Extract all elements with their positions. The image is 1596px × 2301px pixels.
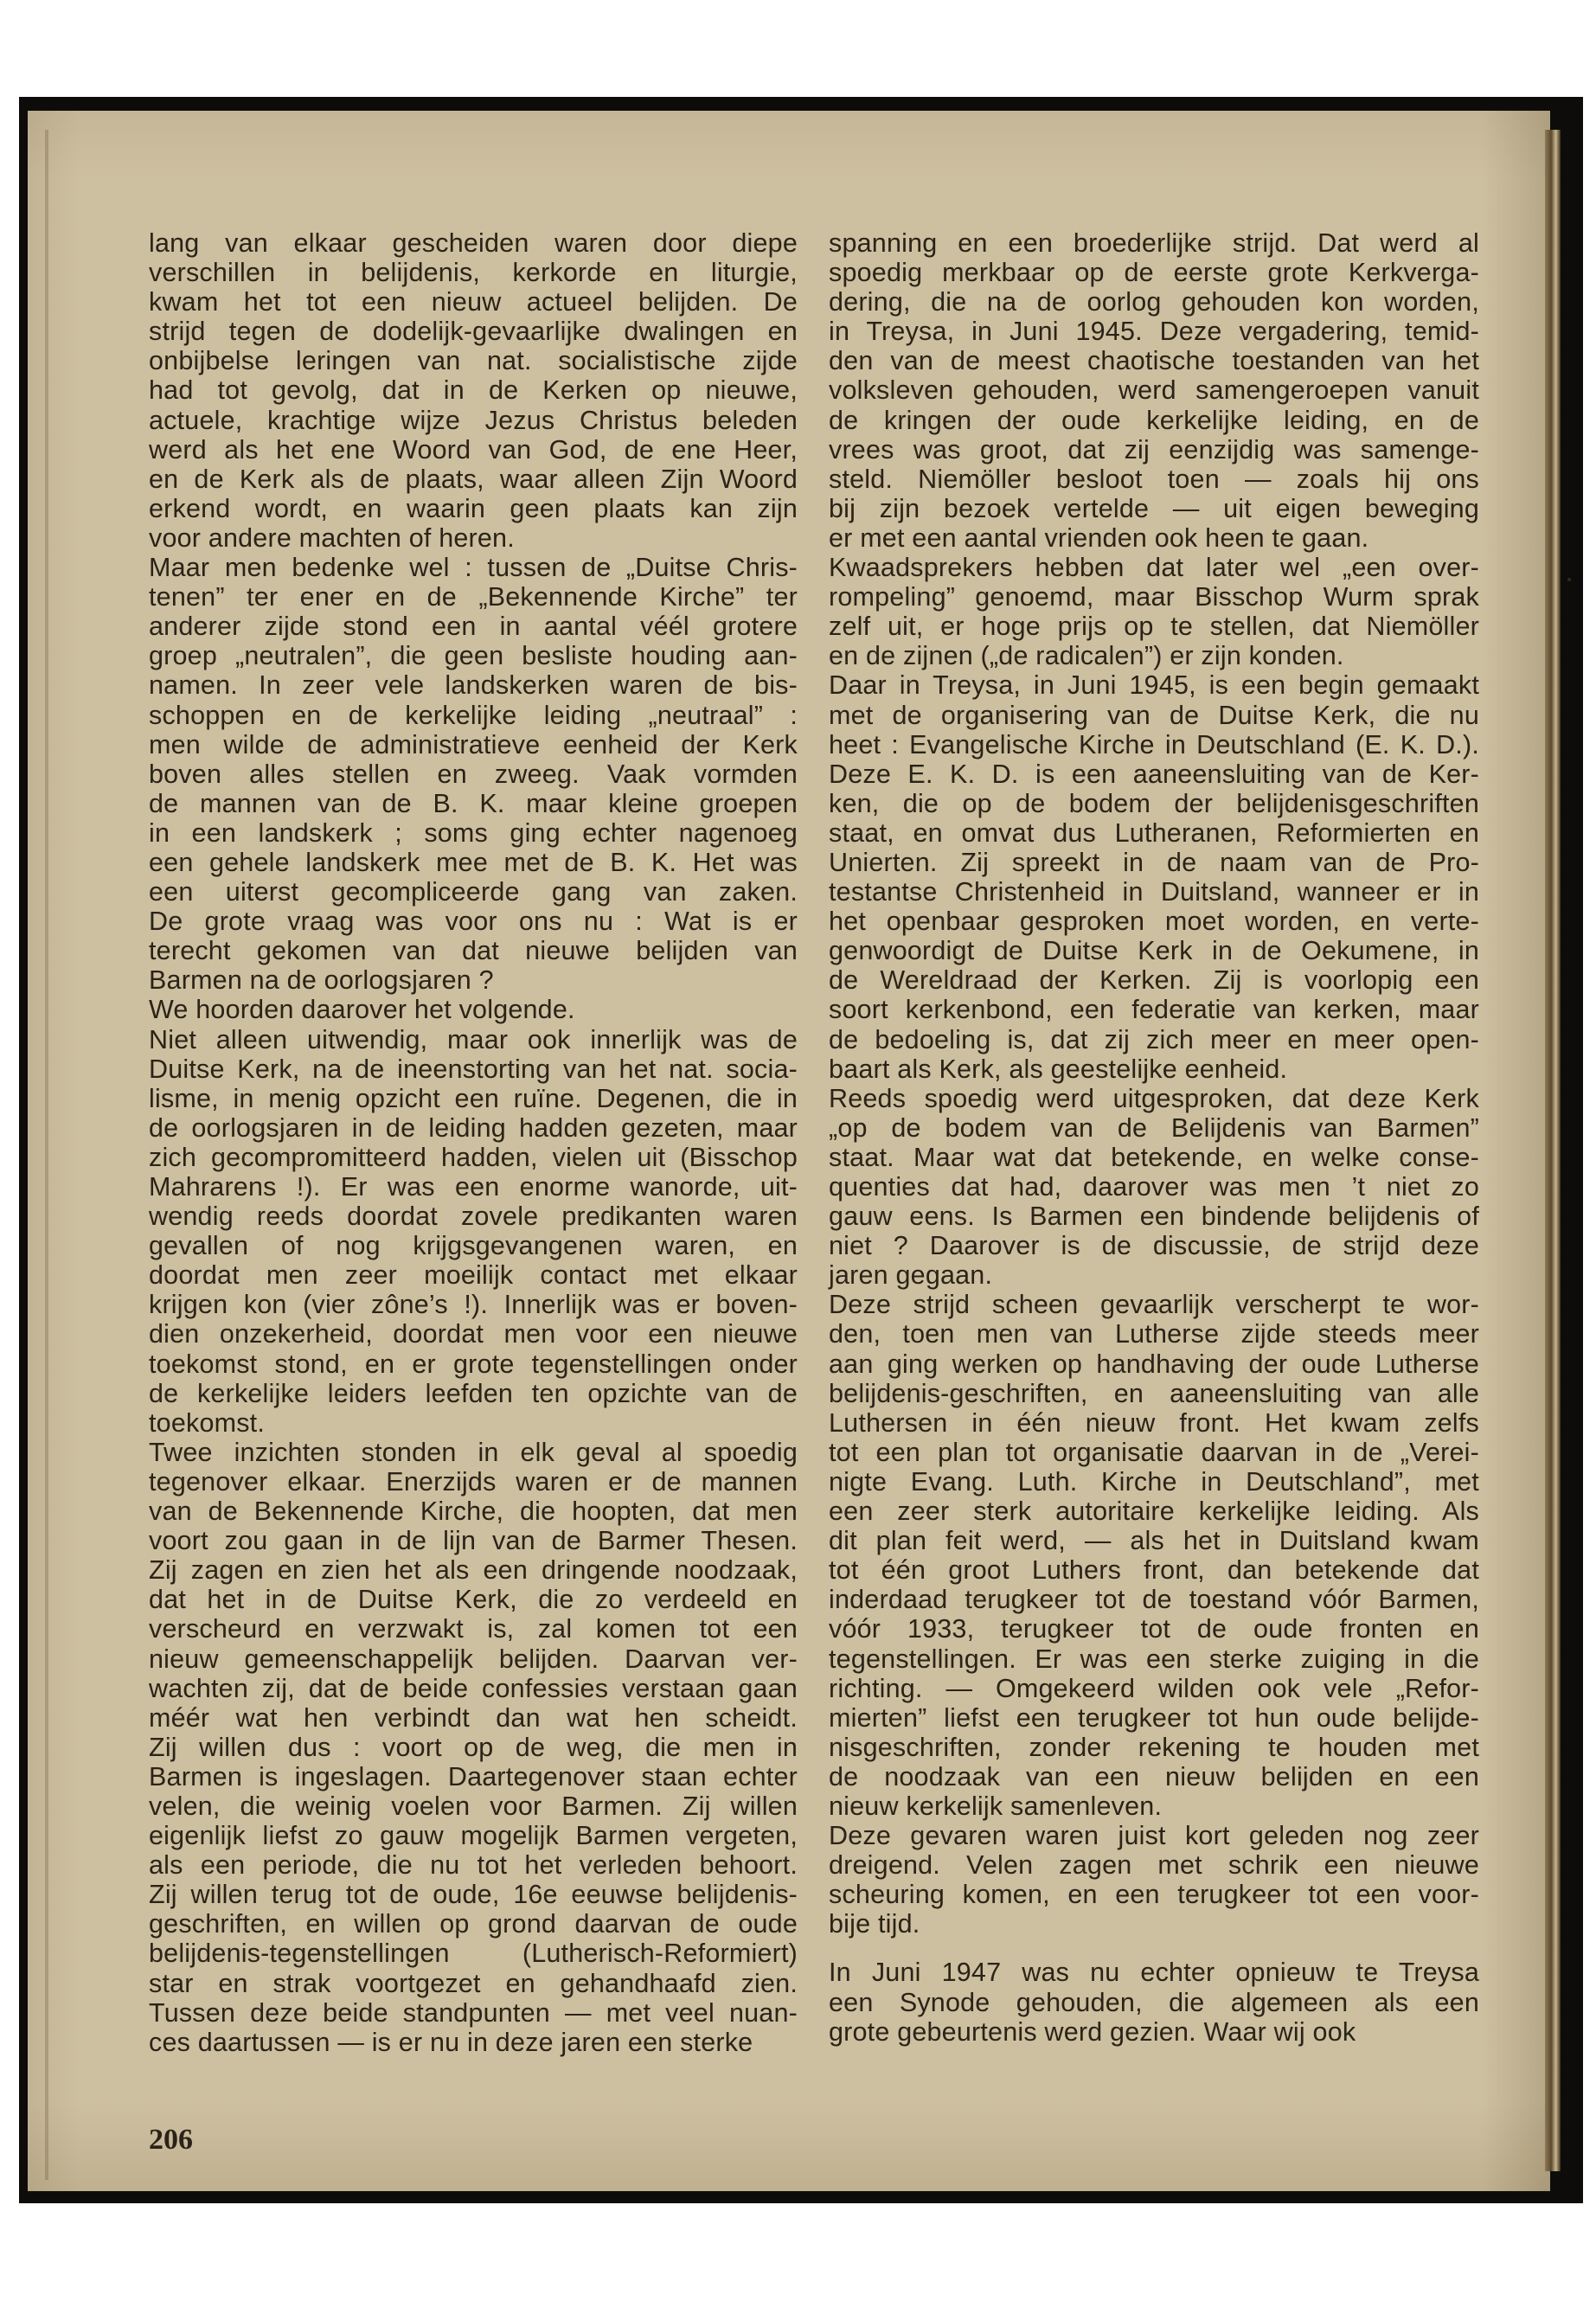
text-line: vóór 1933, terugkeer tot de oude fronten en (829, 1614, 1479, 1644)
text-line: baart als Kerk, als geestelijke eenheid. (829, 1054, 1288, 1084)
text-line: gevallen of nog krijgsgevangenen waren, en (149, 1231, 798, 1261)
text-line: méér wat hen verbindt dan wat hen scheidt. (149, 1702, 798, 1733)
text-line: de oorlogsjaren in de leiding hadden gezeten, maar (149, 1112, 798, 1143)
text-line: Maar men bedenke wel : tussen de „Duitse Chris- (149, 553, 798, 583)
text-line: onbijbelse leringen van nat. socialistische zijde (149, 346, 798, 376)
text-line: nieuw gemeenschappelijk belijden. Daarvan ver- (149, 1644, 798, 1674)
text-line: wachten zij, dat de beide confessies verstaan gaan (149, 1673, 798, 1703)
text-line: anderer zijde stond een in aantal véél grotere (149, 612, 798, 642)
text-line: voor andere machten of heren. (149, 522, 515, 553)
text-line: er met een aantal vrienden ook heen te gaan. (829, 522, 1369, 553)
right-text-column (829, 228, 1479, 2047)
text-line: van de Bekennende Kirche, die hoopten, dat men (149, 1497, 798, 1527)
text-line: een uiterst gecompliceerde gang van zaken. (149, 877, 798, 907)
text-line: de kringen der oude kerkelijke leiding, en de (829, 405, 1479, 435)
text-line: en de zijnen („de radicalen”) er zijn konden. (829, 641, 1344, 671)
text-line: heet : Evangelische Kirche in Deutschland (E. K. D.). (829, 729, 1479, 760)
text-line: nieuw kerkelijk samenleven. (829, 1791, 1163, 1821)
text-line: de kerkelijke leiders leefden ten opzichte van de (149, 1378, 798, 1408)
text-line: de mannen van de B. K. maar kleine groepen (149, 788, 798, 818)
text-line: lisme, in menig opzicht een ruïne. Degenen, die in (149, 1083, 798, 1113)
page-number: 206 (149, 2124, 193, 2156)
text-line: dat het in de Duitse Kerk, die zo verdeeld en (149, 1585, 798, 1615)
text-line: bij zijn bezoek vertelde — uit eigen beweging (829, 493, 1479, 523)
binding-shadow (45, 130, 48, 2180)
text-line: lang van elkaar gescheiden waren door diepe (149, 228, 798, 258)
text-line: toekomst stond, en er grote tegenstellingen onder (149, 1349, 798, 1379)
text-line: Zij willen terug tot de oude, 16e eeuwse belijdenis- (149, 1880, 798, 1910)
text-line: de bedoeling is, dat zij zich meer en meer open- (829, 1024, 1479, 1054)
text-line: staat. Maar wat dat betekende, en welke conse- (829, 1142, 1479, 1172)
text-line: groep „neutralen”, die geen besliste houding aan- (149, 641, 798, 671)
text-line: tot een plan tot organisatie daarvan in de „Verei- (829, 1437, 1479, 1467)
text-line: tegenover elkaar. Enerzijds waren er de mannen (149, 1466, 798, 1497)
text-line: voort zou gaan in de lijn van de Barmer Thesen. (149, 1526, 798, 1556)
text-line: de noodzaak van een nieuw belijden en een (829, 1761, 1479, 1791)
text-line: rompeling” genoemd, maar Bisschop Wurm sprak (829, 582, 1479, 612)
text-line: als een periode, die nu tot het verleden behoort. (149, 1850, 798, 1881)
text-line: tot één groot Luthers front, dan betekende dat (829, 1555, 1479, 1586)
text-line: Reeds spoedig werd uitgesproken, dat deze Kerk (829, 1083, 1479, 1113)
text-line: scheuring komen, en een terugkeer tot een voor- (829, 1880, 1479, 1910)
text-line: erkend wordt, en waarin geen plaats kan zijn (149, 493, 798, 523)
text-line: „op de bodem van de Belijdenis van Barmen” (829, 1112, 1479, 1143)
text-line: gauw eens. Is Barmen een bindende belijdenis of (829, 1202, 1479, 1232)
text-line: in een landskerk ; soms ging echter nagenoeg (149, 817, 798, 848)
left-text-column (149, 228, 798, 2057)
text-line: dien onzekerheid, doordat men voor een nieuwe (149, 1319, 798, 1349)
scan-speck (1567, 578, 1571, 581)
text-line: toekomst. (149, 1407, 266, 1438)
text-line: geschriften, en willen op grond daarvan de oude (149, 1909, 798, 1939)
text-line: niet ? Daarover is de discussie, de strijd deze (829, 1231, 1479, 1261)
text-line: en de Kerk als de plaats, waar alleen Zijn Woord (149, 464, 798, 494)
text-line: Niet alleen uitwendig, maar ook innerlijk was de (149, 1024, 798, 1054)
text-line: De grote vraag was voor ons nu : Wat is er (149, 907, 798, 937)
text-line: den, toen men van Lutherse zijde steeds meer (829, 1319, 1479, 1349)
text-line: dit plan feit werd, — als het in Duitsland kwam (829, 1526, 1479, 1556)
text-line: volksleven gehouden, werd samengeroepen vanuit (829, 375, 1479, 406)
text-line: Zij zagen en zien het als een dringende noodzaak, (149, 1555, 798, 1586)
text-line: boven alles stellen en zweeg. Vaak vormden (149, 759, 798, 789)
text-line: Mahrarens !). Er was een enorme wanorde, uit- (149, 1172, 798, 1202)
text-line: Zij willen dus : voort op de weg, die men in (149, 1732, 798, 1762)
text-line: in Treysa, in Juni 1945. Deze vergadering, temid- (829, 317, 1479, 347)
text-line: Deze gevaren waren juist kort geleden nog zeer (829, 1821, 1479, 1851)
text-line: een Synode gehouden, die algemeen als een (829, 1987, 1479, 2017)
text-line: doordat men zeer moeilijk contact met elkaar (149, 1260, 798, 1291)
text-line: staat, en omvat dus Lutheranen, Reformierten en (829, 817, 1479, 848)
text-line: Barmen na de oorlogsjaren ? (149, 965, 494, 996)
text-line: Duitse Kerk, na de ineenstorting van het nat. socia- (149, 1054, 798, 1084)
text-line: velen, die weinig voelen voor Barmen. Zij willen (149, 1791, 798, 1821)
text-line: terecht gekomen van dat nieuwe belijden van (149, 936, 798, 966)
text-line: genwoordigt de Duitse Kerk in de Oekumene, in (829, 936, 1479, 966)
text-line: dreigend. Velen zagen met schrik een nieuwe (829, 1850, 1479, 1881)
text-line: een zeer sterk autoritaire kerkelijke leiding. Als (829, 1497, 1479, 1527)
text-line: Luthersen in één nieuw front. Het kwam zelfs (829, 1407, 1479, 1438)
text-line: grote gebeurtenis werd gezien. Waar wij ook (829, 2016, 1356, 2047)
text-line: Unierten. Zij spreekt in de naam van de Pro- (829, 847, 1479, 877)
text-line: de Wereldraad der Kerken. Zij is voorlopig een (829, 965, 1479, 996)
page-edge (1545, 130, 1561, 2171)
text-line: Deze strijd scheen gevaarlijk verscherpt te wor- (829, 1290, 1479, 1320)
text-line: eigenlijk liefst zo gauw mogelijk Barmen vergeten, (149, 1821, 798, 1851)
text-line: Twee inzichten stonden in elk geval al spoedig (149, 1437, 798, 1467)
text-line: schoppen en de kerkelijke leiding „neutraal” : (149, 700, 798, 730)
text-line: quenties dat had, daarover was men ’t niet zo (829, 1172, 1479, 1202)
text-line: Barmen is ingeslagen. Daartegenover staan echter (149, 1761, 798, 1791)
text-line: bije tijd. (829, 1909, 920, 1939)
text-line: strijd tegen de dodelijk-gevaarlijke dwalingen en (149, 317, 798, 347)
text-line: In Juni 1947 was nu echter opnieuw te Treysa (829, 1958, 1479, 1988)
text-line: testantse Christenheid in Duitsland, wanneer er in (829, 877, 1479, 907)
text-line: vrees was groot, dat zij eenzijdig was samenge- (829, 434, 1479, 465)
text-line: met de organisering van de Duitse Kerk, die nu (829, 700, 1479, 730)
text-line: spanning en een broederlijke strijd. Dat werd al (829, 228, 1479, 258)
text-line: spoedig merkbaar op de eerste grote Kerkverga- (829, 258, 1479, 288)
text-line: star en strak voortgezet en gehandhaafd zien. (149, 1968, 798, 1998)
text-line: verschillen in belijdenis, kerkorde en liturgie, (149, 258, 798, 288)
text-line: namen. In zeer vele landskerken waren de bis- (149, 670, 798, 701)
text-line: krijgen kon (vier zône’s !). Innerlijk was er boven- (149, 1290, 798, 1320)
text-line: het openbaar gesproken moet worden, en verte- (829, 907, 1479, 937)
text-line: inderdaad terugkeer tot de toestand vóór Barmen, (829, 1585, 1479, 1615)
text-line: Deze E. K. D. is een aaneensluiting van de Ker- (829, 759, 1479, 789)
text-line: soort kerkenbond, een federatie van kerken, maar (829, 995, 1479, 1025)
text-line: ces daartussen — is er nu in deze jaren een sterke (149, 2027, 753, 2057)
text-line: tenen” ter ener en de „Bekennende Kirche” ter (149, 582, 798, 612)
text-line: actuele, krachtige wijze Jezus Christus beleden (149, 405, 798, 435)
text-line: verscheurd en verzwakt is, zal komen tot een (149, 1614, 798, 1644)
text-line: richting. — Omgekeerd wilden ook vele „Refor- (829, 1673, 1479, 1703)
text-line: Daar in Treysa, in Juni 1945, is een begin gemaakt (829, 670, 1479, 701)
text-line: nigte Evang. Luth. Kirche in Deutschland”, met (829, 1466, 1479, 1497)
text-line: kwam het tot een nieuw actueel belijden. De (149, 287, 798, 317)
text-line: belijdenis-geschriften, en aaneensluiting van alle (829, 1378, 1479, 1408)
text-line: den van de meest chaotische toestanden van het (829, 346, 1479, 376)
text-line: We hoorden daarover het volgende. (149, 995, 575, 1025)
text-line: jaren gegaan. (829, 1260, 993, 1291)
text-line: een gehele landskerk mee met de B. K. Het was (149, 847, 798, 877)
text-line: men wilde de administratieve eenheid der Kerk (149, 729, 798, 760)
text-line: dering, die na de oorlog gehouden kon worden, (829, 287, 1479, 317)
text-line: nisgeschriften, zonder rekening te houden met (829, 1732, 1479, 1762)
text-line: Kwaadsprekers hebben dat later wel „een over- (829, 553, 1479, 583)
text-line: aan ging werken op handhaving der oude Lutherse (829, 1349, 1479, 1379)
text-line: had tot gevolg, dat in de Kerken op nieuwe, (149, 375, 798, 406)
text-line: werd als het ene Woord van God, de ene Heer, (149, 434, 798, 465)
paragraph-gap (829, 1939, 1479, 1958)
text-line: belijdenis-tegenstellingen (Lutherisch-Reformiert) (149, 1939, 798, 1969)
text-line: steld. Niemöller besloot toen — zoals hij ons (829, 464, 1479, 494)
text-line: zelf uit, er hoge prijs op te stellen, dat Niemöller (829, 612, 1479, 642)
text-line: tegenstellingen. Er was een sterke zuiging in die (829, 1644, 1479, 1674)
text-line: mierten” liefst een terugkeer tot hun oude belijde- (829, 1702, 1479, 1733)
text-line: wendig reeds doordat zovele predikanten waren (149, 1202, 798, 1232)
text-line: Tussen deze beide standpunten — met veel nuan- (149, 1997, 798, 2028)
text-line: ken, die op de bodem der belijdenisgeschriften (829, 788, 1479, 818)
text-line: zich gecompromitteerd hadden, vielen uit (Bisschop (149, 1142, 798, 1172)
